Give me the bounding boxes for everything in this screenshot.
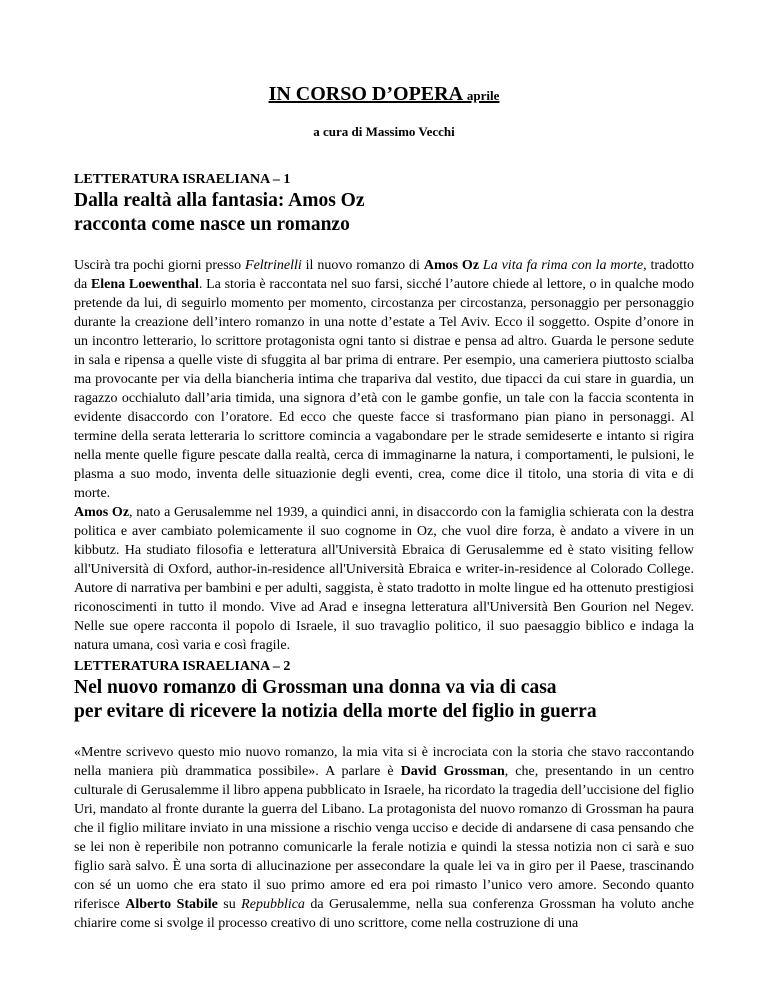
section-2-paragraph-1: «Mentre scrivevo questo mio nuovo romanzo, la mia vita si è incrociata con la storia che stavo raccontando nella maniera più drammatica possibile». A parlare è David Grossman, che, presentando in un centro culturale di Gerusalemme il libro appena pubblicato in Israele, ha ricordato la tragedia dell’uccisione del figlio Uri, mandato al fronte durante la guerra del Libano. La protagonista del nuovo romanzo di Grossman ha paura che il figlio militare inviato in una missione a rischio venga ucciso e decide di andarsene di casa pensando che se lei non è reperibile non potranno comunicarle la ferale notizia e quindi la stessa notizia non ci sarà e suo figlio sarà salvo. È una sorta di allucinazione per assecondare la quale lei va in giro per il Paese, trascinando con sé un uomo che era stato il suo primo amore ed era poi rimasto l’unico vero amore. Secondo quanto riferisce Alberto Stabile su Repubblica da Gerusalemme, nella sua conferenza Grossman ha voluto anche chiarire come si svolge il processo creativo di uno scrittore, come nella costruzione di una (74, 745, 694, 931)
page-title: IN CORSO D’OPERA aprile (268, 83, 500, 105)
section-1-paragraph-2: Amos Oz, nato a Gerusalemme nel 1939, a quindici anni, in disaccordo con la famiglia schierata con la destra politica e aver cambiato polemicamente il suo cognome in Oz, che vuol dire forza, è andato a vivere in un kibbutz. Ha studiato filosofia e letteratura all'Università Ebraica di Gerusalemme ed è stato visiting fellow all'Università di Oxford, author-in-residence all'Università Ebraica e writer-in-residence al Colorado College. Autore di narrativa per bambini e per adulti, saggista, è stato tradotto in molte lingue ed ha ottenuto prestigiosi riconoscimenti in tutto il mondo. Vive ad Arad e insegna letteratura all'Università Ben Gourion nel Negev. Nelle sue opere racconta il popolo di Israele, il suo travaglio politico, il suo paesaggio biblico e indaga la natura umana, così varia e così fragile. (74, 505, 695, 653)
section-2-headline (74, 676, 597, 724)
author-name: Amos Oz (74, 505, 130, 520)
section-2-body (74, 743, 694, 933)
section-2-label: LETTERATURA ISRAELIANA – 2 (74, 659, 291, 674)
publisher-name: Feltrinelli (245, 258, 302, 273)
section-1-paragraph-1: Uscirà tra pochi giorni presso Feltrinelli il nuovo romanzo di Amos Oz La vita fa rima con la morte, tradotto da Elena Loewenthal. La storia è raccontata nel suo farsi, sicché l’autore chiede al lettore, o in qualche modo pretende da lui, di seguirlo momento per momento, circostanza per circostanza, personaggio per personaggio durante la creazione dell’intero romanzo in una notte d’estate a Tel Aviv. Ecco il soggetto. Ospite d’onore in un incontro letterario, lo scrittore protagonista ogni tanto si distrae e pensa ad altro. Guarda le persone sedute in sala e ripensa a quelle viste di sfuggita al bar prima di entrare. Per esempio, una cameriera piuttosto scialba ma provocante per via della biancheria intima che trapariva dal vestito, due tipacci da cui stare in guardia, un ragazzo occhialuto dall’aria timida, una signora d’età con le gambe gonfie, un tale con la faccia scontenta in evidente disaccordo con l’oratore. Ed ecco che queste facce si trasformano pian piano in personaggi. Al termine della serata letteraria lo scrittore comincia a vagabondare per le strade semideserte e intanto si rigira nella mente quelle figure pescate dalla realtà, cerca di immaginarne la natura, i comportamenti, le pulsioni, le plasma a suo modo, inventa delle situazionie degli eventi, crea, come dice il titolo, una storia di vita e di morte. (74, 258, 695, 501)
book-title: La vita fa rima con la morte, (482, 258, 647, 273)
author-name: Amos Oz (423, 258, 480, 273)
section-1-headline-line-2: racconta come nasce un romanzo (74, 214, 350, 235)
curator-line: a cura di Massimo Vecchi (313, 124, 455, 139)
section-2-headline-line-1: Nel nuovo romanzo di Grossman una donna va via di casa (74, 677, 557, 698)
newspaper-name: Repubblica (241, 897, 305, 912)
title-month: aprile (466, 88, 500, 103)
translator-name: Elena Loewenthal (90, 277, 199, 292)
section-1-headline (74, 189, 365, 237)
author-name: David Grossman (400, 764, 505, 779)
section-1-label: LETTERATURA ISRAELIANA – 1 (74, 172, 291, 187)
journalist-name: Alberto Stabile (125, 897, 218, 912)
section-1-body (74, 256, 694, 655)
section-1-headline-line-1: Dalla realtà alla fantasia: Amos Oz (74, 190, 365, 211)
title-block (0, 83, 768, 106)
section-2-headline-line-2: per evitare di ricevere la notizia della morte del figlio in guerra (74, 701, 597, 722)
